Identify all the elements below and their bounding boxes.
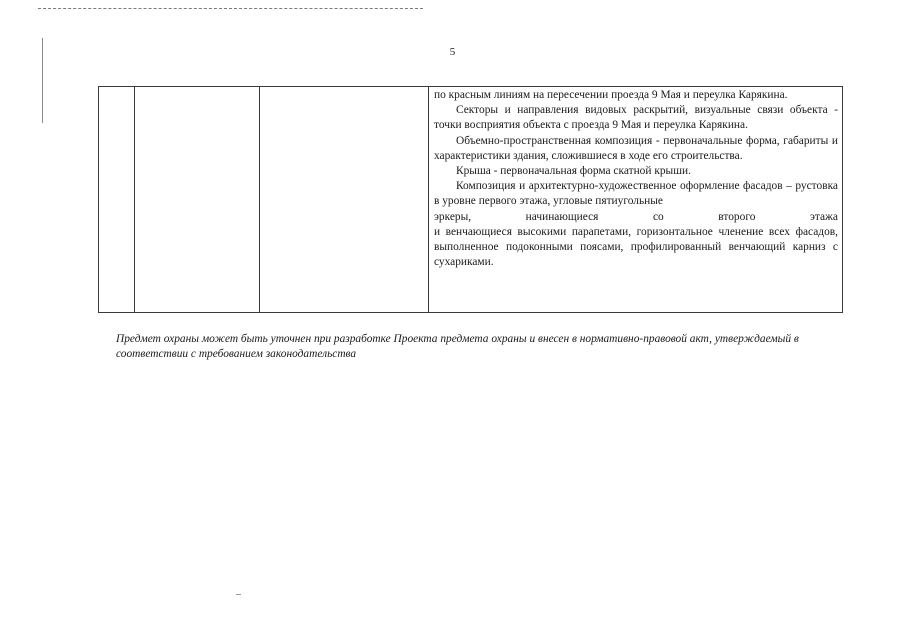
scan-artifact-dashes [38,8,423,9]
table-cell-object [135,87,260,313]
table-cell-address [260,87,429,313]
paragraph-red-lines: по красным линиям на пересечении проезда 9 Мая и переулка Карякина. [434,89,788,101]
table-cell-number [99,87,135,313]
paragraph-roof: Крыша - первоначальная форма скатной крыши. [456,165,691,178]
paragraph-view-sectors: Секторы и направления видовых раскрытий, визуальные связи объекта - точки восприятия объекта с проезда 9 Мая и переулка Карякина. [434,104,838,132]
table-cell-description [429,87,843,313]
table-row [99,87,843,313]
facade-text-tail: и венчающиеся высокими парапетами, горизонтальное членение всех фасадов, выполненное подоконными поясами, профилированный венчающий карниз с сухариками. [434,225,838,269]
paragraph-facade [434,179,838,270]
facade-text-line: эркеры, начинающиеся со второго этажа [434,210,838,223]
facade-text-lead: Композиция и архитектурно-художественное оформление фасадов – рустовка в уровне первого этажа, угловые пятиугольные [434,180,838,208]
paragraph-volume-composition: Объемно-пространственная композиция - первоначальные форма, габариты и характеристики здания, сложившиеся в ходе его строительства. [434,134,838,162]
page-number: 5 [449,46,456,58]
protection-subject-table [98,86,843,313]
description-text [429,87,842,270]
scan-artifact-speck [236,594,241,595]
footnote: Предмет охраны может быть уточнен при разработке Проекта предмета охраны и внесен в нормативно-правовой акт, утверждаемый в соответствии с требованием законодательства [116,333,799,360]
